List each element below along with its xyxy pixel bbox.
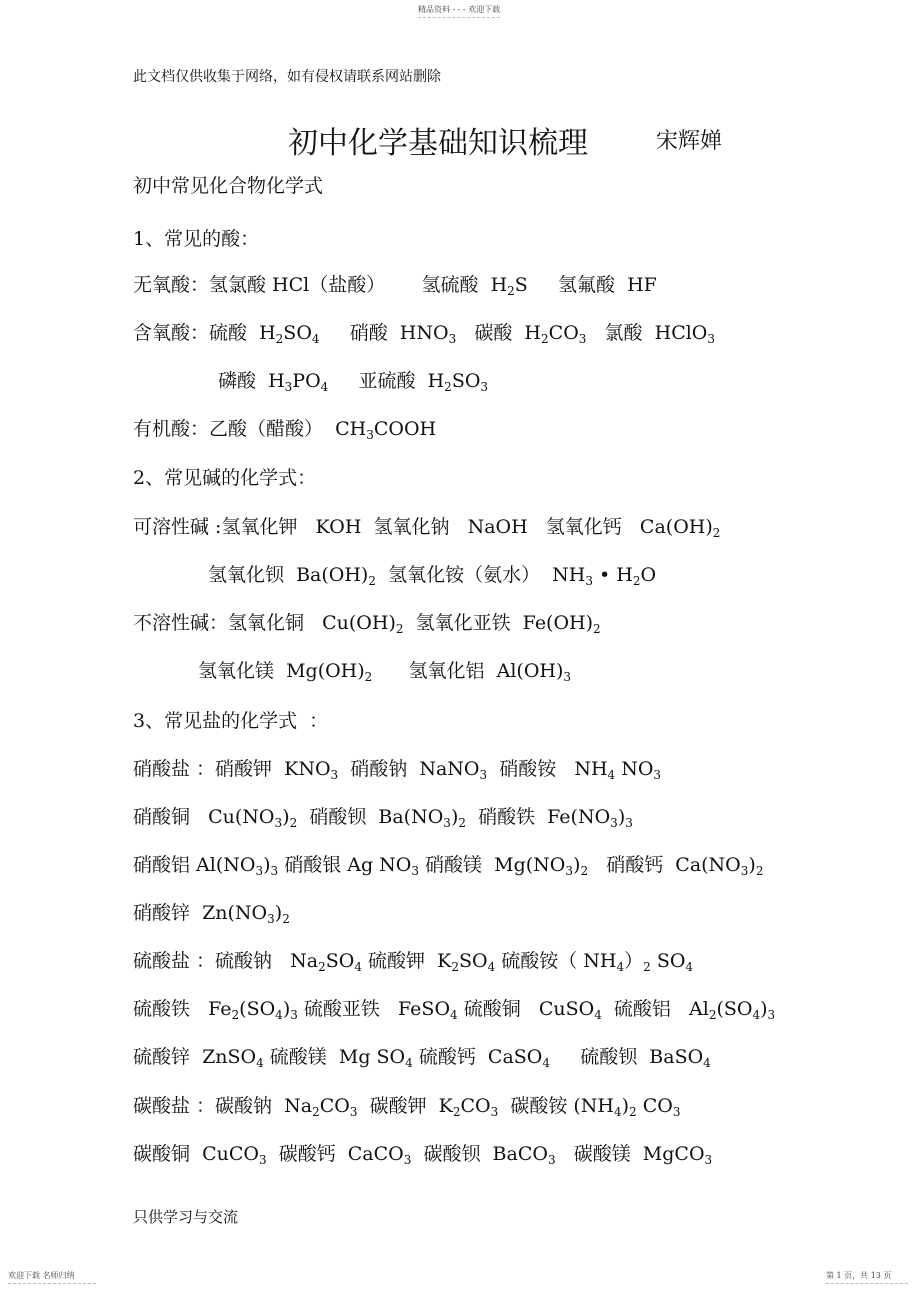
text-segment: 3、常见盐的化学式 ： <box>133 710 329 732</box>
formula-line <box>133 994 775 1021</box>
subscript: 3 <box>403 1153 412 1167</box>
text-segment: 硫酸钾 K <box>362 950 452 972</box>
subscript: 3 <box>443 816 451 830</box>
formula-line <box>133 608 601 635</box>
copyright-notice: 此文档仅供收集于网络，如有侵权请联系网站删除 <box>133 69 441 85</box>
text-segment: ) <box>760 998 768 1020</box>
subscript: 2 <box>708 1008 717 1022</box>
subscript: 3 <box>480 380 489 394</box>
text-segment: 硝酸铵 NH <box>487 758 608 780</box>
formula-line <box>133 1042 711 1069</box>
text-segment: 硫酸铵（ NH <box>495 950 617 972</box>
subscript: 4 <box>685 960 694 974</box>
subscript: 3 <box>672 1105 681 1119</box>
subscript: 4 <box>613 1105 622 1119</box>
subscript: 2 <box>755 864 764 878</box>
text-segment: 含氧酸：硫酸 H <box>133 322 276 344</box>
subscript: 2 <box>580 864 589 878</box>
text-segment: 氢硫酸 H <box>385 274 508 296</box>
subscript: 2 <box>368 574 376 588</box>
subscript: 2 <box>593 622 601 636</box>
text-segment: CO <box>319 1095 350 1117</box>
document-title: 初中化学基础知识梳理 <box>288 126 588 161</box>
subscript: 4 <box>320 380 329 394</box>
text-segment: 氢氧化铝 Al(OH) <box>372 660 564 682</box>
section-heading <box>133 171 323 198</box>
subscript: 4 <box>311 332 320 346</box>
text-segment: S 氢氟酸 HF <box>514 274 657 296</box>
text-segment: 磷酸 H <box>218 370 285 392</box>
text-segment: ) <box>282 998 291 1020</box>
text-segment: SO <box>283 322 312 344</box>
subscript: 2 <box>312 1105 320 1119</box>
subscript: 3 <box>258 1153 267 1167</box>
subscript: 3 <box>565 864 574 878</box>
text-segment: 硝酸 HNO <box>319 322 449 344</box>
text-segment: 氯酸 HClO <box>586 322 708 344</box>
subscript: 2 <box>364 670 373 684</box>
text-segment: 初中常见化合物化学式 <box>133 175 324 197</box>
text-segment: 硫酸铁 Fe <box>133 998 232 1020</box>
text-segment: ) <box>450 806 459 828</box>
subscript: 3 <box>740 864 749 878</box>
text-segment: 硝酸铁 Fe(NO <box>466 806 611 828</box>
text-segment: 硝酸钠 NaNO <box>338 758 480 780</box>
text-segment: 硝酸铝 Al(NO <box>133 854 256 876</box>
subscript: 3 <box>411 864 420 878</box>
text-segment: 碳酸铜 CuCO <box>133 1143 259 1165</box>
text-segment: 碳酸钙 CaCO <box>266 1143 404 1165</box>
subscript: 3 <box>255 864 264 878</box>
subscript: 2 <box>451 960 459 974</box>
text-segment: 硝酸钡 Ba(NO <box>297 806 444 828</box>
text-segment: SO <box>650 950 686 972</box>
subscript: 3 <box>625 816 633 830</box>
author-name: 宋辉婵 <box>656 129 723 154</box>
subscript: 3 <box>704 1153 713 1167</box>
formula-line <box>133 1091 680 1118</box>
text-segment: 硫酸钡 BaSO <box>550 1046 704 1068</box>
text-segment: 碳酸钾 K <box>357 1095 453 1117</box>
text-segment: 硫酸盐 ：硫酸钠 Na <box>133 950 319 972</box>
header-divider <box>418 17 500 18</box>
formula-line <box>133 318 715 345</box>
subscript: 2 <box>712 526 721 540</box>
subscript: 3 <box>578 332 587 346</box>
subscript: 3 <box>284 380 293 394</box>
subscript: 2 <box>632 574 641 588</box>
text-segment: ) <box>282 806 290 828</box>
subscript: 3 <box>653 768 662 782</box>
subscript: 2 <box>444 380 452 394</box>
text-segment: 碳酸钡 BaCO <box>411 1143 548 1165</box>
text-segment: CO <box>548 322 579 344</box>
formula-line <box>133 270 657 297</box>
formula-line <box>133 512 720 539</box>
subscript: 4 <box>703 1056 711 1070</box>
text-segment: ) <box>274 902 283 924</box>
subscript: 3 <box>585 574 593 588</box>
footer-left-text: 欢迎下载 名师归纳 <box>8 1271 75 1280</box>
formula-line <box>133 706 328 733</box>
formula-line <box>208 560 656 587</box>
text-segment: HCl（盐酸） <box>266 274 386 296</box>
formula-line <box>133 1139 712 1166</box>
text-segment: 硝酸银 Ag NO <box>278 854 412 876</box>
subscript: 4 <box>752 1008 761 1022</box>
text-segment: NO <box>615 758 654 780</box>
subscript: 3 <box>290 1008 298 1022</box>
subscript: 3 <box>330 768 339 782</box>
formula-line <box>133 754 661 781</box>
subscript: 4 <box>256 1056 264 1070</box>
text-segment: 碳酸铵 (NH <box>498 1095 614 1117</box>
text-segment: COOH <box>373 418 437 440</box>
text-segment: 有机酸：乙酸（醋酸） CH <box>133 418 367 440</box>
text-segment: ) <box>748 854 756 876</box>
text-segment: 硝酸锌 Zn(NO <box>133 902 268 924</box>
text-segment: O <box>640 564 657 586</box>
text-segment: SO <box>325 950 355 972</box>
subscript: 4 <box>594 1008 602 1022</box>
formula-line <box>218 366 488 393</box>
text-segment: 硫酸钙 CaSO <box>412 1046 543 1068</box>
text-segment: 硝酸镁 Mg(NO <box>419 854 566 876</box>
text-segment: ) <box>617 806 626 828</box>
footer-left-divider <box>8 1283 96 1284</box>
page-header-text: 精品资料 - - - 欢迎下载 <box>418 5 501 14</box>
subscript: 3 <box>267 912 275 926</box>
subscript: 4 <box>542 1056 550 1070</box>
subscript: 4 <box>275 1008 283 1022</box>
text-segment: 不溶性碱：氢氧化铜 Cu(OH) <box>133 612 396 634</box>
text-segment: 1、常见的酸： <box>133 228 260 250</box>
subscript: 4 <box>354 960 362 974</box>
closing-note: 只供学习与交流 <box>133 1208 239 1226</box>
text-segment: 2、常见碱的化学式： <box>133 467 317 489</box>
text-segment: 亚硫酸 H <box>328 370 445 392</box>
subscript: 2 <box>395 622 404 636</box>
formula-line <box>133 224 259 251</box>
subscript: 3 <box>490 1105 499 1119</box>
text-segment: SO <box>458 950 488 972</box>
subscript: 3 <box>448 332 457 346</box>
text-segment: SO <box>451 370 481 392</box>
text-segment: 氢氧化亚铁 Fe(OH) <box>403 612 594 634</box>
subscript: 2 <box>458 816 466 830</box>
text-segment: ) <box>621 1095 630 1117</box>
subscript: 4 <box>450 1008 458 1022</box>
subscript: 2 <box>643 960 651 974</box>
formula-line <box>133 802 633 829</box>
subscript: 2 <box>541 332 549 346</box>
footer-right-divider <box>826 1283 908 1284</box>
subscript: 2 <box>452 1105 461 1119</box>
subscript: 4 <box>405 1056 413 1070</box>
subscript: 2 <box>318 960 326 974</box>
footer-page-number: 第 1 页，共 13 页 <box>826 1271 892 1280</box>
subscript: 2 <box>289 816 298 830</box>
text-segment: 氢氧化镁 Mg(OH) <box>198 660 365 682</box>
text-segment: 硫酸锌 ZnSO <box>133 1046 257 1068</box>
text-segment: 可溶性碱 :氢氧化钾 KOH 氢氧化钠 NaOH 氢氧化钙 Ca(OH) <box>133 516 713 538</box>
subscript: 2 <box>282 912 290 926</box>
subscript: 4 <box>607 768 616 782</box>
text-segment: 氢氧化钡 Ba(OH) <box>208 564 369 586</box>
subscript: 3 <box>270 864 279 878</box>
formula-line <box>198 656 571 683</box>
subscript: 2 <box>275 332 284 346</box>
text-segment: PO <box>292 370 321 392</box>
subscript: 2 <box>231 1008 240 1022</box>
text-segment: 氢氧化铵（氨水） NH <box>375 564 586 586</box>
text-segment: 碳酸 H <box>456 322 542 344</box>
subscript: 3 <box>707 332 716 346</box>
subscript: 3 <box>349 1105 358 1119</box>
formula-line <box>133 946 693 973</box>
subscript: 2 <box>629 1105 637 1119</box>
text-segment: ) <box>263 854 271 876</box>
text-segment: • H <box>592 564 633 586</box>
subscript: 4 <box>487 960 496 974</box>
formula-line <box>133 414 436 441</box>
text-segment: 无氧酸：氢氯酸 <box>133 274 267 296</box>
text-segment: 硫酸铝 Al <box>601 998 709 1020</box>
subscript: 3 <box>563 670 572 684</box>
text-segment: 硝酸铜 Cu(NO <box>133 806 275 828</box>
text-segment: 硫酸亚铁 FeSO <box>297 998 451 1020</box>
text-segment: 硫酸铜 CuSO <box>457 998 595 1020</box>
subscript: 4 <box>616 960 625 974</box>
subscript: 2 <box>507 284 515 298</box>
text-segment: (SO <box>239 998 276 1020</box>
text-segment: 碳酸镁 MgCO <box>555 1143 705 1165</box>
text-segment: ) <box>573 854 581 876</box>
formula-line <box>133 463 316 490</box>
text-segment: ） <box>624 950 644 972</box>
text-segment: CO <box>460 1095 491 1117</box>
subscript: 3 <box>274 816 283 830</box>
text-segment: CO <box>636 1095 673 1117</box>
subscript: 3 <box>610 816 618 830</box>
text-segment: (SO <box>716 998 753 1020</box>
text-segment: 碳酸盐 ：碳酸钠 Na <box>133 1095 313 1117</box>
text-segment: 硝酸盐 ：硝酸钾 KNO <box>133 758 331 780</box>
formula-line <box>133 850 763 877</box>
subscript: 3 <box>479 768 488 782</box>
text-segment: 硫酸镁 Mg SO <box>263 1046 406 1068</box>
subscript: 3 <box>366 428 374 442</box>
subscript: 3 <box>767 1008 776 1022</box>
formula-line <box>133 898 290 925</box>
text-segment: 硝酸钙 Ca(NO <box>588 854 741 876</box>
subscript: 3 <box>547 1153 556 1167</box>
